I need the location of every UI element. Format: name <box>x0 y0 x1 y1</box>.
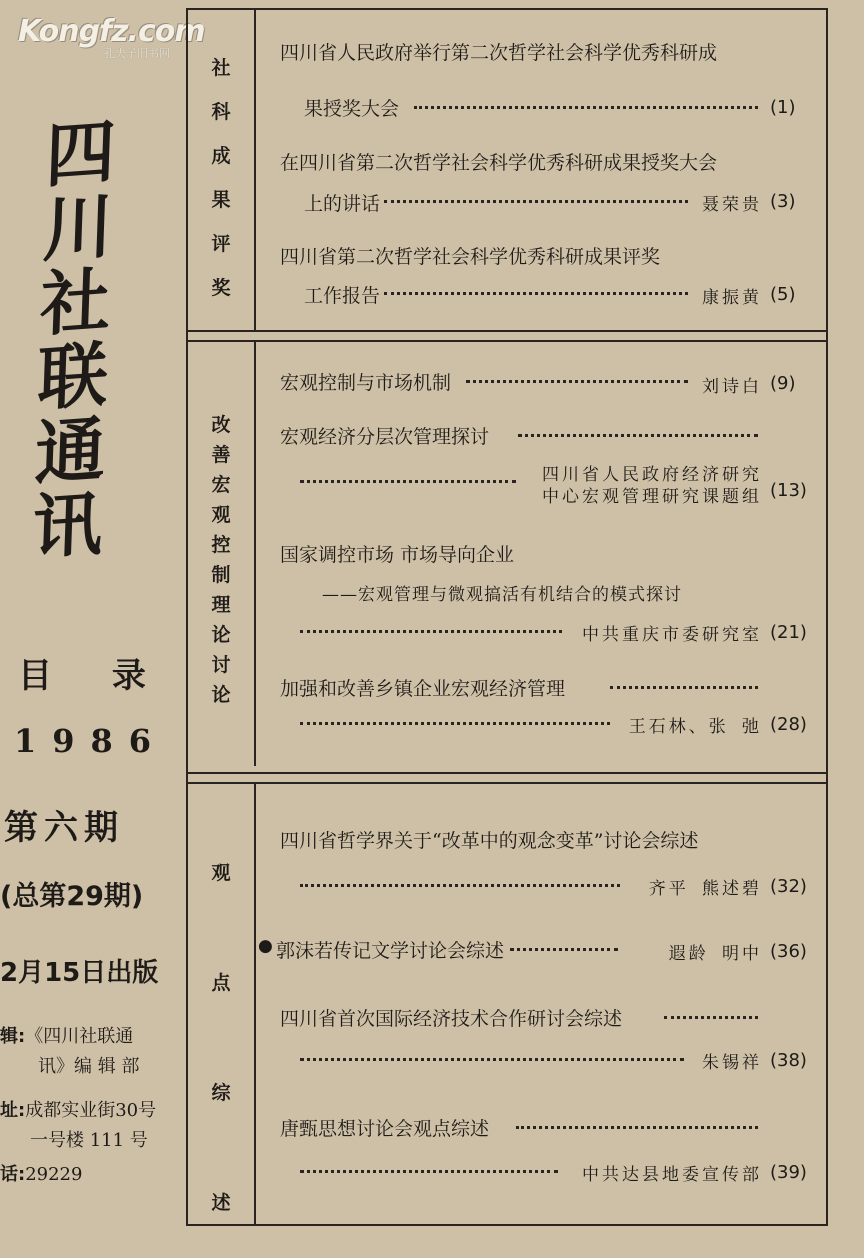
column-divider <box>254 8 256 330</box>
entry-title-cont: 工作报告 <box>304 285 381 307</box>
phone-info <box>0 1160 82 1190</box>
masthead-char: 联 <box>36 332 110 421</box>
dot-leader <box>300 722 610 725</box>
page-number: (9) <box>770 373 796 394</box>
page-number: (36) <box>770 941 807 962</box>
dot-leader <box>300 630 562 633</box>
entry-author: 遐龄 明中 <box>668 944 762 964</box>
dot-leader <box>300 884 620 887</box>
page-number: (1) <box>770 97 796 118</box>
editor-line2: 讯》编 辑 部 <box>38 1056 140 1077</box>
entry-author-line1: 四川省人民政府经济研究 <box>542 465 762 485</box>
bullet-icon: ● <box>258 936 273 956</box>
section-divider <box>186 330 828 332</box>
entry-author: 齐平 熊述碧 <box>648 879 762 899</box>
entry-author: 刘诗白 <box>702 377 762 397</box>
address-line2: 一号楼 111 号 <box>30 1130 148 1151</box>
masthead-char: 讯 <box>31 481 104 570</box>
masthead-char: 四 <box>44 109 117 198</box>
phone-label: 话: <box>0 1164 26 1185</box>
entry-title: 四川省首次国际经济技术合作研讨会综述 <box>280 1008 623 1030</box>
watermark <box>18 14 205 61</box>
entry-author: 聂荣贵 <box>702 195 762 215</box>
page-number: (32) <box>770 876 807 897</box>
column-divider <box>254 782 256 1226</box>
publish-date: 2月15日出版 <box>0 958 159 988</box>
dot-leader <box>414 106 758 109</box>
dot-leader <box>510 948 618 951</box>
dot-leader <box>610 686 758 689</box>
entry-title: 加强和改善乡镇企业宏观经济管理 <box>280 678 566 700</box>
dot-leader <box>466 380 688 383</box>
page-number: (21) <box>770 622 807 643</box>
page-number: (39) <box>770 1162 807 1183</box>
entry-author <box>518 464 762 508</box>
section-divider <box>186 340 828 342</box>
section-label-viewpoints: 观 点 综 述 <box>211 862 231 1214</box>
address-label: 址: <box>0 1100 26 1121</box>
section-label-awards: 社 科 成 果 评 奖 <box>211 57 231 299</box>
entry-title: 在四川省第二次哲学社会科学优秀科研成果授奖大会 <box>280 152 718 174</box>
watermark-sub: 孔夫子旧书网 <box>104 47 170 60</box>
entry-title: 唐甄思想讨论会观点综述 <box>280 1118 490 1140</box>
entry-title: 四川省人民政府举行第二次哲学社会科学优秀科研成 <box>280 42 718 64</box>
dot-leader <box>664 1016 758 1019</box>
watermark-logo: Kongfz.com <box>18 14 205 49</box>
dot-leader <box>518 434 758 437</box>
column-divider <box>254 340 256 766</box>
issue-number: 第六期 <box>4 808 124 848</box>
page-number: (5) <box>770 284 796 305</box>
entry-author: 中共达县地委宣传部 <box>582 1165 762 1185</box>
section-label-macro-control: 改 善 宏 观 控 制 理 论 讨 论 <box>211 414 231 706</box>
editor-line1: 《四川社联通 <box>25 1026 134 1047</box>
dot-leader <box>300 1170 558 1173</box>
editor-info <box>0 1022 139 1082</box>
issue-year: 1986 <box>14 722 168 760</box>
entry-subtitle: ——宏观管理与微观搞活有机结合的模式探讨 <box>322 585 682 605</box>
entry-author-line2: 中心宏观管理研究课题组 <box>542 487 762 507</box>
masthead-char: 川 <box>41 183 115 273</box>
editor-label: 辑: <box>0 1026 26 1047</box>
section-divider <box>186 782 828 784</box>
address-info <box>0 1096 156 1156</box>
dot-leader <box>300 1058 684 1061</box>
entry-title: 宏观控制与市场机制 <box>280 372 452 394</box>
entry-title: 四川省第二次哲学社会科学优秀科研成果评奖 <box>280 246 661 268</box>
entry-author: 康振黄 <box>702 288 762 308</box>
phone-number: 29229 <box>25 1164 83 1185</box>
address-line1: 成都实业街30号 <box>25 1100 157 1121</box>
entry-author: 朱锡祥 <box>702 1053 762 1073</box>
masthead-char: 社 <box>38 258 112 347</box>
entry-title-cont: 果授奖大会 <box>304 98 400 120</box>
masthead-char: 通 <box>33 406 107 496</box>
entry-title: 郭沫若传记文学讨论会综述 <box>276 940 505 962</box>
entry-title: 四川省哲学界关于“改革中的观念变革”讨论会综述 <box>280 830 699 852</box>
entry-title: 国家调控市场 市场导向企业 <box>280 544 515 566</box>
entry-author: 中共重庆市委研究室 <box>582 625 762 645</box>
page-number: (28) <box>770 714 807 735</box>
masthead <box>20 109 127 570</box>
entry-title: 宏观经济分层次管理探讨 <box>280 426 490 448</box>
page-number: (38) <box>770 1050 807 1071</box>
contents-heading: 目 录 <box>18 656 170 696</box>
total-issue: (总第29期) <box>0 881 144 912</box>
entry-author: 王石林、张 弛 <box>628 717 762 737</box>
section-divider <box>186 772 828 774</box>
dot-leader <box>300 480 516 483</box>
entry-title-cont: 上的讲话 <box>304 193 381 215</box>
dot-leader <box>384 292 688 295</box>
page-number: (3) <box>770 191 796 212</box>
page-number: (13) <box>770 480 807 501</box>
dot-leader <box>516 1126 758 1129</box>
dot-leader <box>384 200 688 203</box>
